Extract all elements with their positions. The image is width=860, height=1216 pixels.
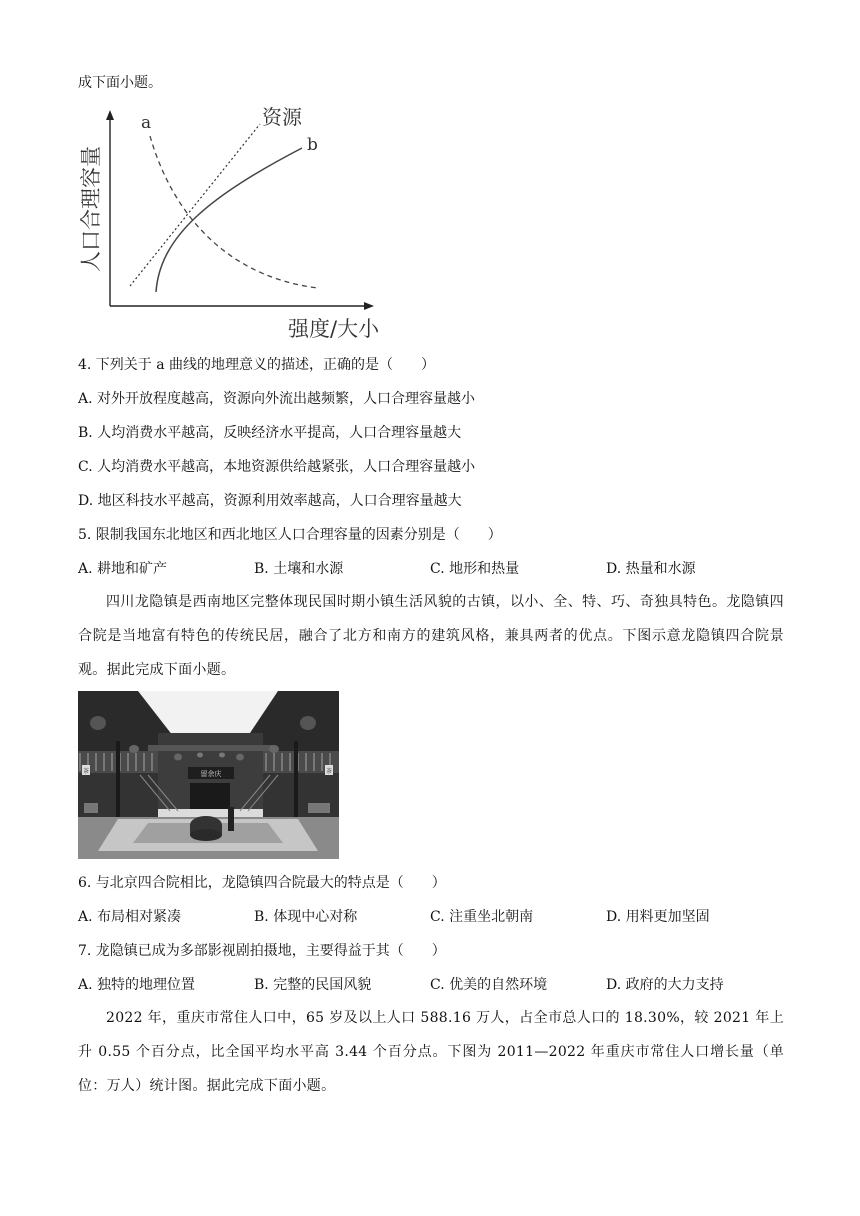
- passage-longyin: 四川龙隐镇是西南地区完整体现民国时期小镇生活风貌的古镇，以小、全、特、巧、奇独具特色。龙隐镇四合院是当地富有特色的传统民居，融合了北方和南方的建筑风格，兼具两者的优点。下图示意龙隐镇四合院景观。据此完成下面小题。: [78, 594, 784, 678]
- curve-a: [150, 136, 318, 288]
- passage-chongqing: 2022 年，重庆市常住人口中，65 岁及以上人口 588.16 万人，占全市总人口的 18.30%，较 2021 年上升 0.55 个百分点，比全国平均水平高 3.44 个百分点。下图为 2011—2022 年重庆市常住人口增长量（单位：万人）统计图。据此完成下面小题。: [78, 1010, 784, 1094]
- q4-option-b[interactable]: B. 人均消费水平越高，反映经济水平提高，人口合理容量越大: [78, 425, 462, 441]
- q6-option-d[interactable]: D. 用料更加坚固: [606, 909, 710, 925]
- q7-option-a[interactable]: A. 独特的地理位置: [78, 977, 196, 993]
- q5-option-b[interactable]: B. 土壤和水源: [254, 561, 344, 577]
- q6-option-b[interactable]: B. 体现中心对称: [254, 909, 358, 925]
- y-axis-label: 人口合理容量: [79, 146, 103, 272]
- q6-option-c[interactable]: C. 注重坐北朝南: [430, 909, 534, 925]
- resource-line: [130, 124, 260, 286]
- q6-option-a[interactable]: A. 布局相对紧凑: [78, 909, 182, 925]
- q4-option-c[interactable]: C. 人均消费水平越高，本地资源供给越紧张，人口合理容量越小: [78, 459, 476, 475]
- x-axis-arrow: [364, 302, 374, 310]
- q4-option-a[interactable]: A. 对外开放程度越高，资源向外流出越频繁，人口合理容量越小: [78, 391, 476, 407]
- q7-option-d[interactable]: D. 政府的大力支持: [606, 977, 724, 993]
- q5-option-c[interactable]: C. 地形和热量: [430, 561, 520, 577]
- intro-tail: 成下面小题。: [78, 75, 162, 91]
- courtyard-photo: [78, 691, 339, 859]
- q7-stem: 7. 龙隐镇已成为多部影视剧拍摄地，主要得益于其（ ）: [78, 943, 446, 959]
- q7-option-b[interactable]: B. 完整的民国风貌: [254, 977, 372, 993]
- q5-option-d[interactable]: D. 热量和水源: [606, 561, 696, 577]
- q4-option-d[interactable]: D. 地区科技水平越高，资源利用效率越高，人口合理容量越大: [78, 493, 462, 509]
- sign-text: 留余庆: [200, 770, 222, 778]
- q7-option-c[interactable]: C. 优美的自然环境: [430, 977, 548, 993]
- right-plaque: 茶: [325, 768, 333, 775]
- left-plaque: 茶: [82, 768, 90, 775]
- curve-b: [156, 148, 302, 292]
- curve-a-label: a: [141, 113, 152, 133]
- y-axis-arrow: [106, 110, 114, 120]
- q4-stem: 4. 下列关于 a 曲线的地理意义的描述，正确的是（ ）: [78, 357, 436, 373]
- q6-stem: 6. 与北京四合院相比，龙隐镇四合院最大的特点是（ ）: [78, 875, 446, 891]
- curve-b-label: b: [307, 135, 318, 155]
- resource-label: 资源: [262, 105, 302, 129]
- q5-stem: 5. 限制我国东北地区和西北地区人口合理容量的因素分别是（ ）: [78, 527, 502, 543]
- population-capacity-diagram: [70, 96, 400, 346]
- q5-option-a[interactable]: A. 耕地和矿产: [78, 561, 168, 577]
- x-axis-label: 强度/大小: [288, 317, 380, 341]
